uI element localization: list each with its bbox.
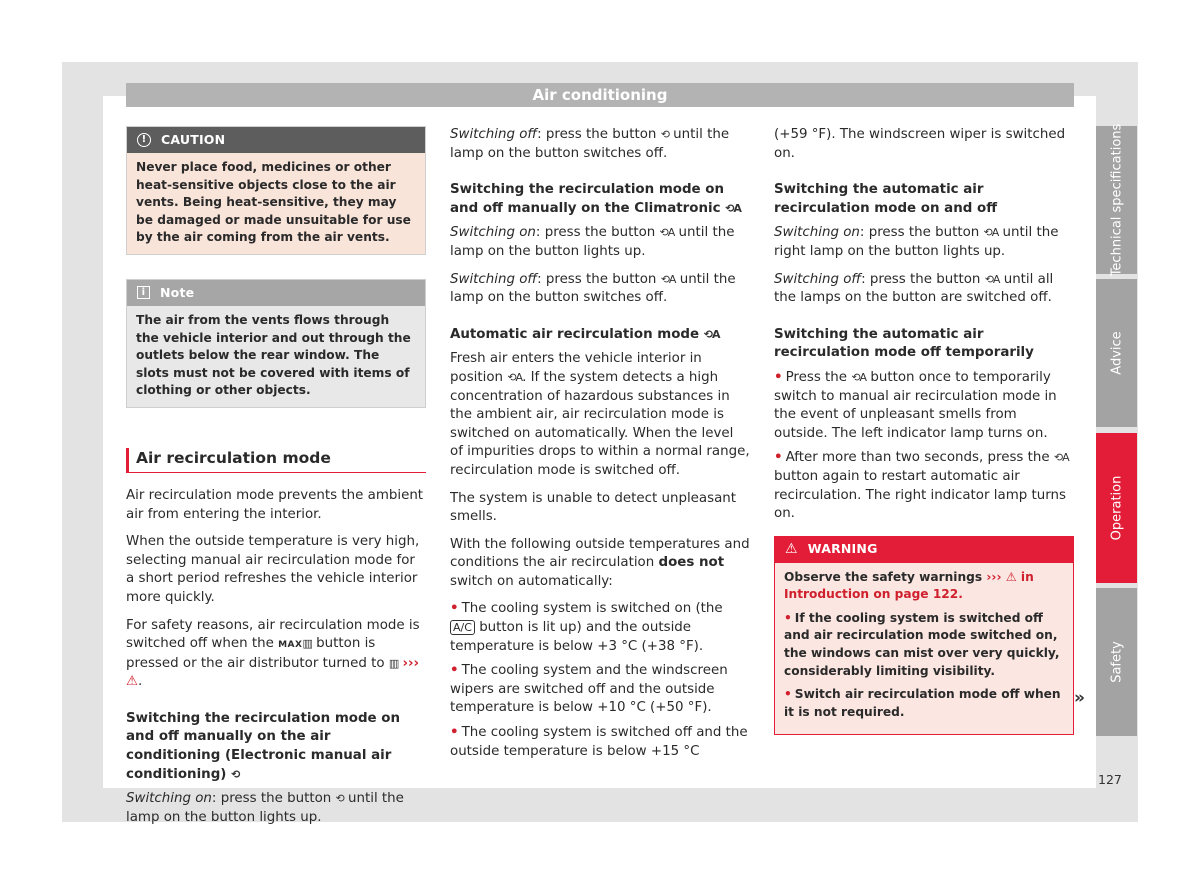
- paragraph: (+59 °F). The windscreen wiper is switched on.: [774, 127, 1066, 161]
- bullet-dot: •: [784, 610, 792, 625]
- bullet-dot: •: [774, 369, 783, 385]
- paragraph: When the outside temperature is very high, selecting manual air recirculation mode for a short period refreshes the vehicle interior more quickly.: [126, 534, 420, 605]
- subheading: Switching the recirculation mode on and off manually on the Climatronic ⟲A: [450, 181, 750, 218]
- paragraph: For safety reasons, air recirculation mode is switched off when the MAX▥ button is pressed or the air distributor turned to ▥ ››› ⚠.: [126, 617, 420, 690]
- paragraph: The system is unable to detect unpleasant smells.: [450, 490, 737, 525]
- list-item: • Switch air recirculation mode off when it is not required.: [784, 687, 1061, 719]
- column-2: [450, 126, 750, 767]
- bullet-dot: •: [774, 450, 783, 466]
- note-header: [127, 280, 425, 306]
- column-3: [774, 126, 1074, 735]
- caution-text: Never place food, medicines or other heat-sensitive objects close to the air vents. Being heat-sensitive, they may be damaged or made unsuitable for use by the air coming from the air vents.: [127, 153, 425, 254]
- bullet-dot: •: [450, 725, 459, 741]
- paragraph: Air recirculation mode prevents the ambient air from entering the interior.: [126, 487, 424, 522]
- introduction-link[interactable]: in Introduction on page 122.: [784, 569, 1034, 602]
- section-title: Air recirculation mode: [126, 448, 426, 473]
- bullet-dot: •: [784, 687, 792, 702]
- caution-header: [127, 127, 425, 153]
- recirculation-icon: ⟲: [335, 792, 344, 806]
- list-item: • If the cooling system is switched off and air recirculation mode switched on, the windows can mist over very quickly, considerably limiting visibility.: [784, 610, 1060, 678]
- tab-safety[interactable]: Safety: [1096, 588, 1137, 736]
- caution-box: [126, 126, 426, 255]
- warning-triangle-icon[interactable]: ⚠: [1005, 569, 1017, 584]
- ac-button-icon: A/C: [450, 620, 475, 635]
- column-1: [126, 126, 426, 836]
- subheading: Switching the automatic air recirculation mode off temporarily: [774, 326, 1034, 361]
- note-text: The air from the vents flows through the vehicle interior and out through the outlets below the rear window. The slots must not be covered with items of clothing or other objects.: [127, 306, 425, 407]
- exclamation-icon: !: [137, 133, 151, 147]
- cross-reference-arrows[interactable]: ›››: [986, 569, 1002, 584]
- defrost-icon: ▥: [388, 656, 399, 670]
- list-item: • The cooling system is switched on (the A/C button is lit up) and the outside temperature is below +3 °C (+38 °F).: [450, 601, 723, 654]
- paragraph: Switching on: press the button ⟲ until the lamp on the button lights up.: [126, 791, 404, 825]
- warning-header: [775, 537, 1073, 563]
- paragraph: Switching off: press the button ⟲A until all the lamps on the button are switched off.: [774, 271, 1054, 306]
- paragraph: Switching on: press the button ⟲A until the right lamp on the button lights up.: [774, 225, 1059, 259]
- list-item: • Press the ⟲A button once to temporarily switch to manual air recirculation mode in the event of unpleasant smells from outside. The left indicator lamp turns on.: [774, 369, 1057, 441]
- warning-label: WARNING: [807, 541, 878, 557]
- tab-technical-specifications[interactable]: Technical specifications: [1096, 126, 1137, 274]
- paragraph: Switching off: press the button ⟲A until the lamp on the button switches off.: [450, 271, 736, 306]
- recirculation-icon: ⟲: [231, 767, 240, 781]
- recirculation-auto-icon: ⟲A: [660, 272, 676, 286]
- warning-triangle-icon[interactable]: ⚠: [126, 674, 139, 690]
- max-defrost-icon: MAX: [278, 640, 303, 651]
- subheading: Switching the recirculation mode on and off manually on the air conditioning (Electronic manual air conditioning) ⟲: [126, 710, 426, 784]
- paragraph: With the following outside temperatures and conditions the air recirculation does not switch on automatically:: [450, 536, 750, 589]
- tab-advice[interactable]: Advice: [1096, 279, 1137, 427]
- page-number: 127: [1098, 772, 1122, 787]
- warning-triangle-icon: ⚠: [785, 541, 798, 558]
- note-box: [126, 279, 426, 408]
- recirculation-auto-icon: ⟲A: [725, 201, 741, 215]
- recirculation-auto-icon: ⟲A: [984, 272, 1000, 286]
- chapter-header: Air conditioning: [126, 83, 1074, 107]
- list-item: • The cooling system is switched off and the outside temperature is below +15 °C: [450, 725, 748, 759]
- subheading: Automatic air recirculation mode ⟲A: [450, 326, 750, 345]
- recirculation-icon: ⟲: [660, 128, 669, 141]
- recirculation-auto-icon: ⟲A: [983, 226, 999, 240]
- note-label: Note: [160, 284, 195, 300]
- recirculation-auto-icon: ⟲A: [507, 370, 523, 384]
- list-item: • After more than two seconds, press the ⟲A button again to restart automatic air recirculation. The right indicator lamp turns on.: [774, 450, 1069, 522]
- warning-body: [775, 563, 1073, 735]
- warning-intro: Observe the safety warnings ››› ⚠ in Introduction on page 122.: [784, 569, 1034, 602]
- list-item: • The cooling system and the windscreen wipers are switched off and the outside temperature is below +10 °C (+50 °F).: [450, 663, 728, 716]
- continue-mark: »: [1074, 688, 1085, 708]
- tab-operation[interactable]: Operation: [1096, 433, 1137, 583]
- bullet-dot: •: [450, 663, 459, 679]
- paragraph: Switching on: press the button ⟲A until the lamp on the button lights up.: [450, 225, 735, 259]
- defrost-icon: ▥: [302, 637, 312, 651]
- recirculation-auto-icon: ⟲A: [1053, 451, 1069, 465]
- info-icon: i: [137, 286, 150, 299]
- warning-box: [774, 536, 1074, 736]
- bullet-dot: •: [450, 601, 459, 617]
- cross-reference-arrows[interactable]: ›››: [402, 655, 420, 671]
- paragraph: Fresh air enters the vehicle interior in position ⟲A. If the system detects a high concentration of hazardous substances in the ambient air, air recirculation mode is switched on automatically. When the level of impurities drops to within a normal range, recirculation mode is switched off.: [450, 351, 750, 478]
- recirculation-auto-icon: ⟲A: [703, 327, 720, 341]
- subheading: Switching the automatic air recirculation mode on and off: [774, 182, 998, 216]
- caution-label: CAUTION: [161, 131, 226, 147]
- paragraph: Switching off: press the button ⟲ until the lamp on the button switches off.: [450, 127, 730, 161]
- recirculation-auto-icon: ⟲A: [659, 226, 675, 240]
- recirculation-auto-icon: ⟲A: [851, 370, 867, 384]
